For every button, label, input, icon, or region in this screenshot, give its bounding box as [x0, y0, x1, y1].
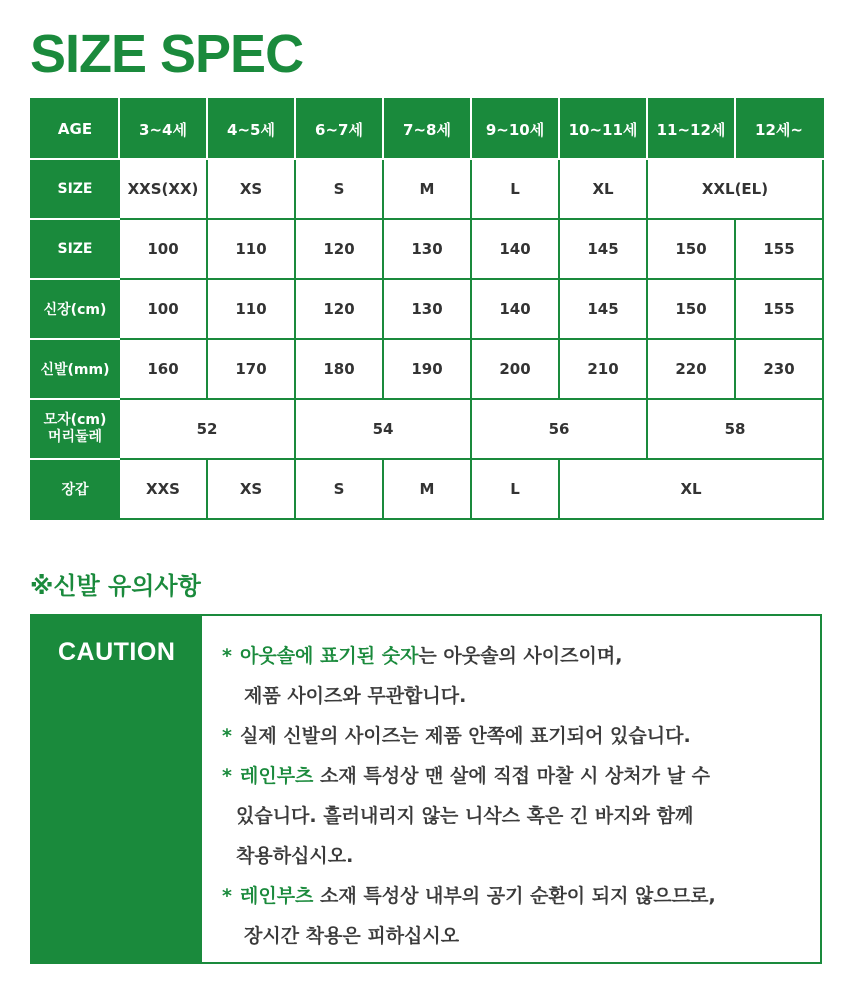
size-letter-cell: XL [559, 159, 647, 219]
age-cell: 4~5세 [207, 99, 295, 159]
caution-text-line: 장시간 착용은 피하십시오 [244, 925, 460, 947]
age-cell: 10~11세 [559, 99, 647, 159]
table-row-age [31, 99, 823, 159]
age-cell: 7~8세 [383, 99, 471, 159]
height-cell: 120 [295, 279, 383, 339]
age-cell: 12세~ [735, 99, 823, 159]
caution-text-line: 착용하십시오. [236, 845, 354, 867]
caution-text-line: 제품 사이즈와 무관합니다. [244, 685, 467, 707]
height-cell: 110 [207, 279, 295, 339]
age-cell: 3~4세 [119, 99, 207, 159]
shoe-cell: 180 [295, 339, 383, 399]
row-header-size: SIZE [31, 219, 119, 279]
gloves-cell: S [295, 459, 383, 519]
hat-cell: 58 [647, 399, 823, 459]
size-letter-cell: XXL(EL) [647, 159, 823, 219]
height-cell: 140 [471, 279, 559, 339]
size-letter-cell: L [471, 159, 559, 219]
table-row-hat [31, 399, 823, 459]
size-number-cell: 155 [735, 219, 823, 279]
row-header-height: 신장(cm) [31, 279, 119, 339]
caution-item [222, 876, 812, 916]
shoe-cell: 210 [559, 339, 647, 399]
size-number-cell: 110 [207, 219, 295, 279]
size-spec-table [30, 98, 824, 520]
height-cell: 145 [559, 279, 647, 339]
caution-text-line: 실제 신발의 사이즈는 제품 안쪽에 표기되어 있습니다. [240, 725, 691, 747]
height-cell: 100 [119, 279, 207, 339]
caution-text-line: 는 아웃솔의 사이즈이며, [418, 645, 623, 667]
shoe-cell: 200 [471, 339, 559, 399]
gloves-cell: XL [559, 459, 823, 519]
age-cell: 9~10세 [471, 99, 559, 159]
shoe-cell: 190 [383, 339, 471, 399]
bullet-star: * [222, 765, 232, 787]
row-header-shoe: 신발(mm) [31, 339, 119, 399]
table-row-size-letter [31, 159, 823, 219]
caution-box [30, 614, 822, 964]
shoe-cell: 220 [647, 339, 735, 399]
table-row-gloves [31, 459, 823, 519]
size-letter-cell: XXS(XX) [119, 159, 207, 219]
size-number-cell: 145 [559, 219, 647, 279]
caution-text-line: 소재 특성상 맨 살에 직접 마찰 시 상처가 날 수 [313, 765, 710, 787]
caution-text-line: 소재 특성상 내부의 공기 순환이 되지 않으므로, [313, 885, 716, 907]
hat-cell: 54 [295, 399, 471, 459]
row-header-size: SIZE [31, 159, 119, 219]
row-header-hat [31, 399, 119, 459]
table-row-size-number [31, 219, 823, 279]
size-number-cell: 120 [295, 219, 383, 279]
size-number-cell: 130 [383, 219, 471, 279]
hat-cell: 56 [471, 399, 647, 459]
age-cell: 6~7세 [295, 99, 383, 159]
row-header-gloves: 장갑 [31, 459, 119, 519]
caution-highlight: 레인부츠 [240, 765, 314, 787]
caution-label: CAUTION [58, 638, 176, 666]
size-number-cell: 140 [471, 219, 559, 279]
size-number-cell: 150 [647, 219, 735, 279]
gloves-cell: XS [207, 459, 295, 519]
bullet-star: * [222, 885, 232, 907]
height-cell: 155 [735, 279, 823, 339]
notice-title: ※신발 유의사항 [30, 572, 201, 600]
caution-highlight: 레인부츠 [240, 885, 314, 907]
size-letter-cell: M [383, 159, 471, 219]
height-cell: 150 [647, 279, 735, 339]
gloves-cell: XXS [119, 459, 207, 519]
page-title: SIZE SPEC [30, 24, 304, 84]
shoe-cell: 230 [735, 339, 823, 399]
hat-cell: 52 [119, 399, 295, 459]
row-header-age: AGE [31, 99, 119, 159]
shoe-cell: 160 [119, 339, 207, 399]
row-header-hat-line1: 모자(cm) [43, 412, 107, 428]
caution-item [222, 756, 812, 796]
height-cell: 130 [383, 279, 471, 339]
caution-text-line: 있습니다. 흘러내리지 않는 니삭스 혹은 긴 바지와 함께 [236, 805, 694, 827]
gloves-cell: L [471, 459, 559, 519]
bullet-star: * [222, 725, 232, 747]
caution-label-panel [32, 616, 202, 962]
gloves-cell: M [383, 459, 471, 519]
bullet-star: * [222, 645, 232, 667]
caution-item [222, 636, 812, 676]
size-letter-cell: XS [207, 159, 295, 219]
caution-highlight: 아웃솔에 표기된 숫자 [240, 645, 419, 667]
caution-item [222, 716, 812, 756]
size-letter-cell: S [295, 159, 383, 219]
caution-list [222, 636, 812, 956]
table-row-shoe [31, 339, 823, 399]
row-header-hat-line2: 머리둘레 [47, 429, 103, 445]
size-number-cell: 100 [119, 219, 207, 279]
table-row-height [31, 279, 823, 339]
shoe-cell: 170 [207, 339, 295, 399]
age-cell: 11~12세 [647, 99, 735, 159]
